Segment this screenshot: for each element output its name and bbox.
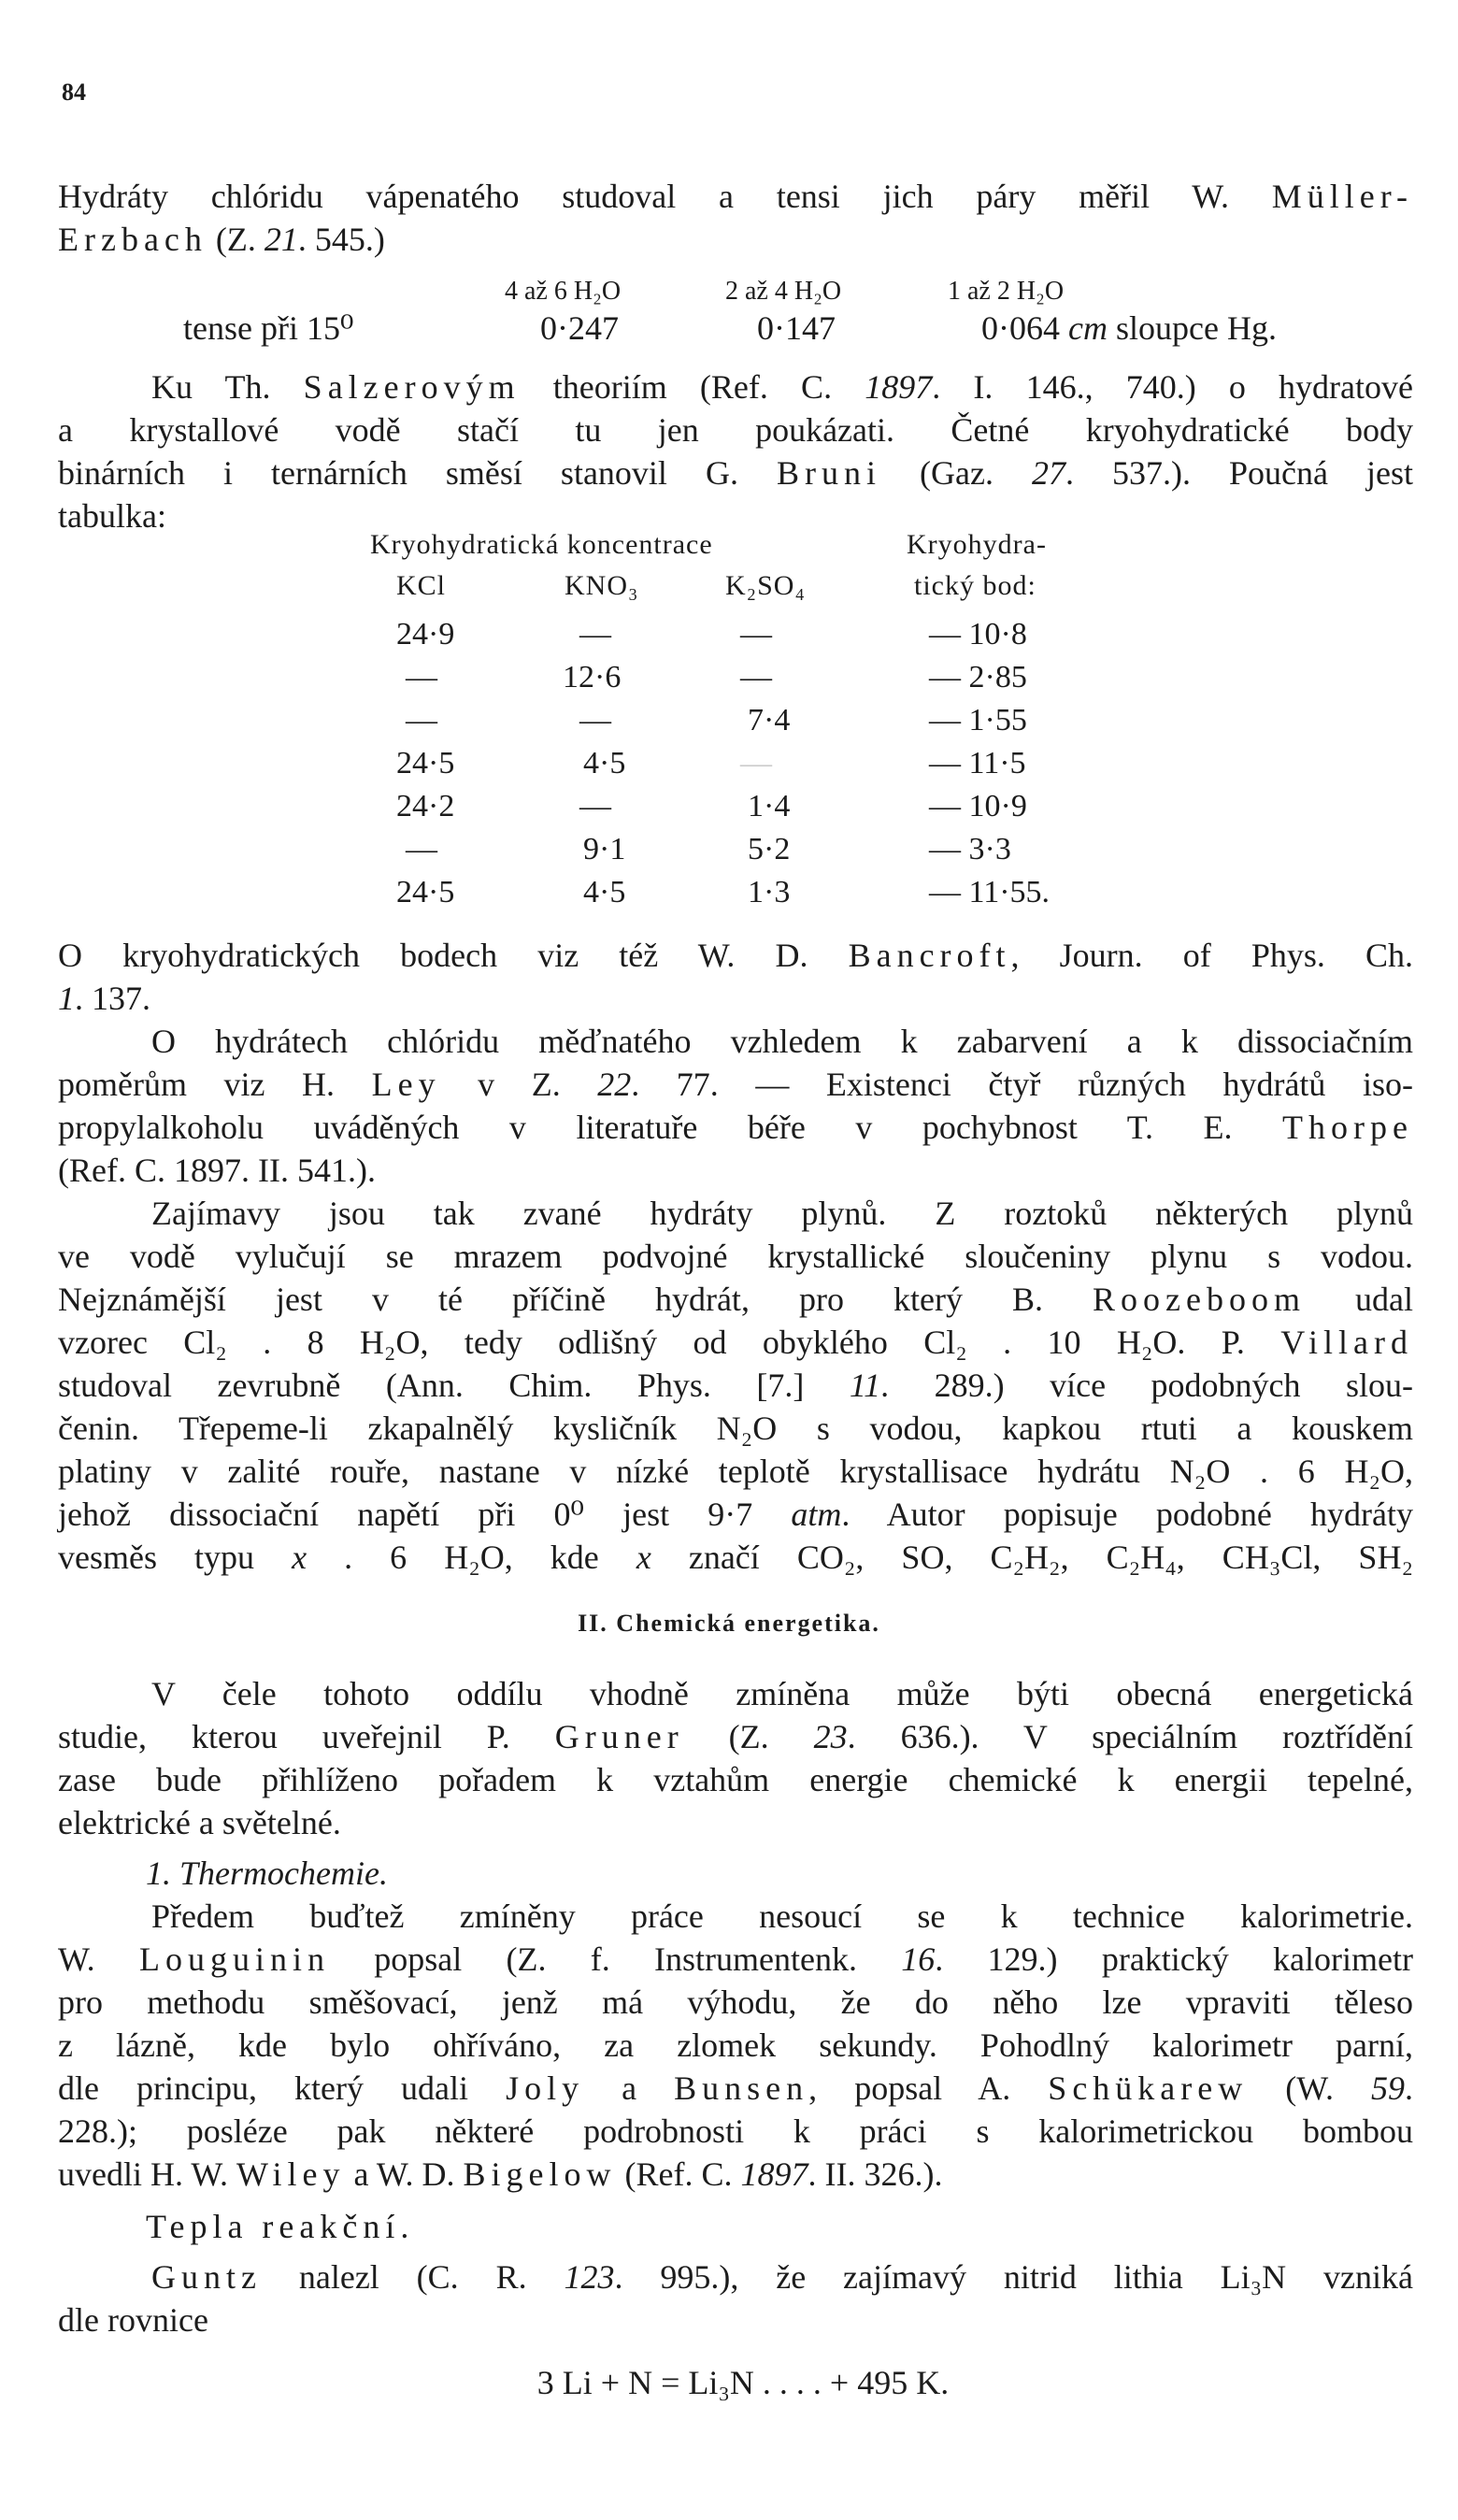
tense-header-3: 1 až 2 H₂O [948,277,1065,306]
kryo-cell: — [579,617,611,651]
paragraph-gas-hydrates-line9: vesměs typu x . 6 H₂O, kde x značí CO₂, SO, C₂H₂, C₂H₄, CH₃Cl, SH₂ [58,1539,1413,1576]
tense-value-1: 0·247 [540,309,619,347]
paragraph-calorimetry-line7: uvedli H. W. Wiley a W. D. Bigelow (Ref. C. 1897. II. 326.). [58,2155,943,2193]
kryo-col-k2so4: K₂SO₄ [725,570,806,601]
paragraph-calorimetry-line6: 228.); posléze pak některé podrobnosti k práci s kalorimetrickou bombou [58,2112,1413,2150]
kryo-cell: 24·2 [396,789,455,823]
tense-value-2: 0·147 [757,309,836,347]
paragraph-gas-hydrates-line6: čenin. Třepeme-li zkapalnělý kysličník N₂O s vodou, kapkou rtuti a kouskem [58,1410,1413,1447]
kryo-cell: — [740,746,772,780]
tense-value-3: 0·064 cm sloupce Hg. [981,309,1277,347]
paragraph-ley-line2: poměrům viz H. Ley v Z. 22. 77. — Existenci čtyř různých hydrátů iso- [58,1066,1413,1103]
paragraph-bancroft-line1: O kryohydratických bodech viz též W. D. Bancroft, Journ. of Phys. Ch. [58,937,1413,974]
equation: 3 Li + N = Li₃N . . . . + 495 K. [536,2364,950,2401]
paragraph-gas-hydrates-line3: Nejznámější jest v té příčině hydrát, pro který B. Roozeboom udal [58,1281,1413,1318]
paragraph-calorimetry-line5: dle principu, který udali Joly a Bunsen, popsal A. Schükarew (W. 59. [58,2069,1413,2107]
kryo-cell: — [406,703,437,737]
kryo-cell: 24·5 [396,746,455,780]
tense-label: tense při 15⁰ [183,309,354,347]
kryo-cell: — [406,832,437,866]
kryo-cell: — [579,789,611,823]
paragraph-gas-hydrates-line5: studoval zevrubně (Ann. Chim. Phys. [7.] 11. 289.) více podobných slou- [58,1367,1413,1404]
kryo-cell: — 10·9 [929,789,1027,823]
paragraph-calorimetry-line3: pro methodu směšovací, jenž má výhodu, že do něho lze vpraviti těleso [58,1983,1413,2021]
paragraph-gas-hydrates-line4: vzorec Cl₂ . 8 H₂O, tedy odlišný od obyklého Cl₂ . 10 H₂O. P. Villard [58,1324,1413,1361]
kryo-point-header-1: Kryohydra- [907,529,1047,560]
paragraph-gas-hydrates-line2: ve vodě vylučují se mrazem podvojné krystallické sloučeniny plynu s vodou. [58,1238,1413,1275]
kryo-cell: — [740,660,772,694]
kryo-cell: — 11·5 [929,746,1026,780]
paragraph-muller-line2: Erzbach (Z. 21. 545.) [58,221,385,258]
kryo-point-header-2: tický bod: [914,570,1036,601]
kryo-cell: — 1·55 [929,703,1027,737]
kryo-cell: — 2·85 [929,660,1027,694]
paragraph-ley-line1: O hydrátech chlóridu měďnatého vzhledem k zabarvení a k dissociačním [151,1023,1413,1060]
paragraph-ley-line4: (Ref. C. 1897. II. 541.). [58,1152,376,1189]
paragraph-calorimetry-line2: W. Louguinin popsal (Z. f. Instrumentenk. 16. 129.) praktický kalorimetr [58,1940,1413,1978]
kryohydrate-table [0,523,1458,909]
paragraph-salzer-line4: tabulka: [58,497,166,535]
kryo-cell: 4·5 [583,746,626,780]
kryo-cell: — [579,703,611,737]
kryo-cell: 24·5 [396,875,455,909]
kryo-cell: 9·1 [583,832,626,866]
paragraph-gruner-line3: zase bude přihlíženo pořadem k vztahům energie chemické k energii tepelné, [58,1761,1413,1798]
paragraph-guntz-line1: Guntz nalezl (C. R. 123. 995.), že zajímavý nitrid lithia Li₃N vzniká [151,2258,1414,2296]
paragraph-gas-hydrates-line8: jehož dissociační napětí při 0⁰ jest 9·7 atm. Autor popisuje podobné hydráty [58,1496,1413,1533]
paragraph-muller-line1: Hydráty chlóridu vápenatého studoval a tensi jich páry měřil W. Müller- [58,178,1413,215]
paragraph-calorimetry-line1: Předem buďtež zmíněny práce nesoucí se k technice kalorimetrie. [151,1897,1413,1935]
kryo-col-kno3: KNO₃ [565,570,639,601]
tense-header-1: 4 až 6 H₂O [505,277,622,306]
paragraph-bancroft-line2: 1. 137. [58,980,150,1017]
kryo-cell: — 10·8 [929,617,1027,651]
paragraph-salzer-line2: a krystallové vodě stačí tu jen poukázati. Četné kryohydratické body [58,411,1413,449]
kryo-cell: — [406,660,437,694]
kryo-cell: 4·5 [583,875,626,909]
section-heading: II. Chemická energetika. [578,1610,880,1637]
tense-header-2: 2 až 4 H₂O [725,277,842,306]
kryo-cell: 1·4 [748,789,791,823]
paragraph-gas-hydrates-line7: platiny v zalité rouře, nastane v nízké teplotě krystallisace hydrátu N₂O . 6 H₂O, [58,1453,1413,1490]
kryo-cell: 7·4 [748,703,791,737]
kryo-cell: 24·9 [396,617,455,651]
paragraph-gruner-line4: elektrické a světelné. [58,1804,341,1841]
paragraph-ley-line3: propylalkoholu uváděných v literatuře béře v pochybnost T. E. Thorpe [58,1109,1413,1146]
paragraph-guntz-line2: dle rovnice [58,2301,208,2339]
paragraph-gas-hydrates-line1: Zajímavy jsou tak zvané hydráty plynů. Z roztoků některých plynů [151,1195,1413,1232]
kryo-cell: 1·3 [748,875,791,909]
kryo-cell: — 11·55. [929,875,1051,909]
kryo-cell: — [740,617,772,651]
paragraph-gruner-line2: studie, kterou uveřejnil P. Gruner (Z. 23. 636.). V speciálním roztřídění [58,1718,1413,1755]
kryo-col-kcl: KCl [396,570,447,601]
tepla-heading: Tepla reakční. [146,2208,415,2245]
subsection-heading: 1. Thermochemie. [146,1854,388,1892]
paragraph-salzer-line1: Ku Th. Salzerovým theoriím (Ref. C. 1897. I. 146., 740.) o hydratové [151,368,1413,406]
kryo-cell: 5·2 [748,832,791,866]
kryo-cell: 12·6 [563,660,622,694]
paragraph-calorimetry-line4: z lázně, kde bylo ohříváno, za zlomek sekundy. Pohodlný kalorimetr parní, [58,2026,1413,2064]
paragraph-gruner-line1: V čele tohoto oddílu vhodně zmíněna může býti obecná energetická [151,1675,1413,1712]
paragraph-salzer-line3: binárních i ternárních směsí stanovil G. Bruni (Gaz. 27. 537.). Poučná jest [58,454,1413,492]
page-number: 84 [62,79,86,106]
kryo-group-header: Kryohydratická koncentrace [370,529,713,560]
kryo-cell: — 3·3 [929,832,1011,866]
